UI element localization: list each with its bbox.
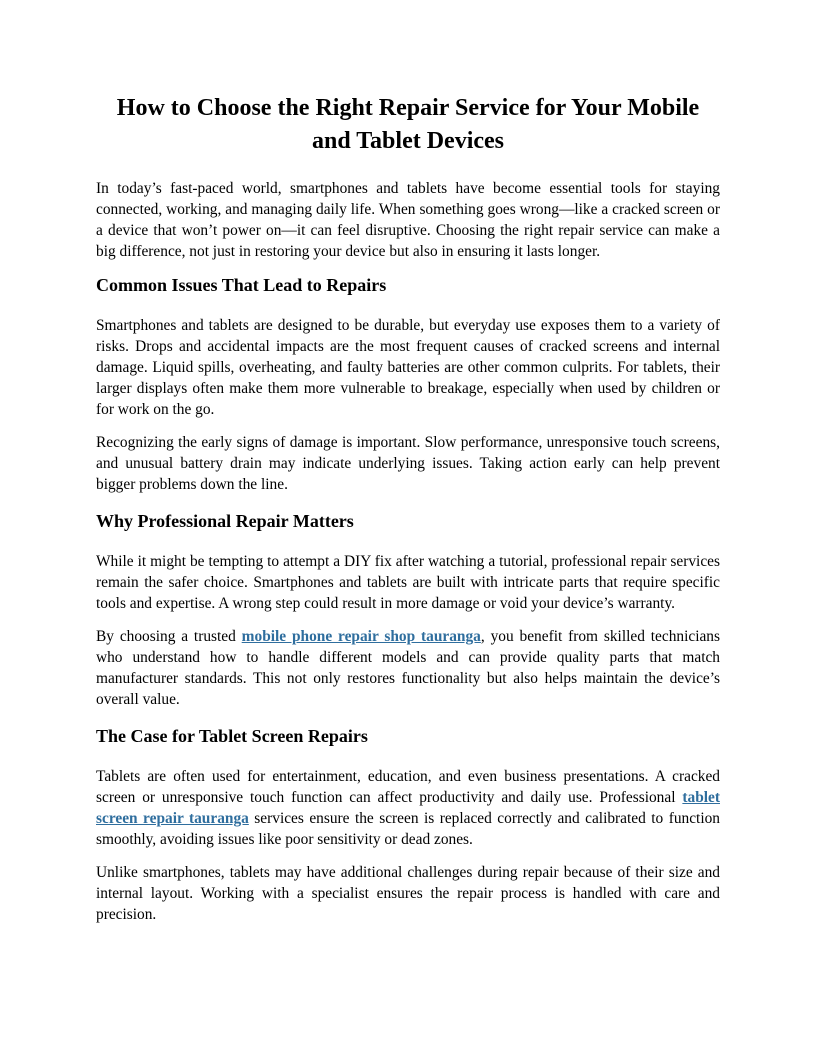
intro-paragraph: In today’s fast-paced world, smartphones and tablets have become essential tools for staying connected, working, and managing daily life. When something goes wrong—like a cracked screen or a device that won’t power on—it can feel disruptive. Choosing the right repair service can make a big difference, not just in restoring your device but also in ensuring it lasts longer. [96,180,720,260]
section-heading-tablet-screen: The Case for Tablet Screen Repairs [96,726,368,746]
tablet-screen-paragraph-2: Unlike smartphones, tablets may have additional challenges during repair because of their size and internal layout. Working with a specialist ensures the repair process is handled with care and precision. [96,864,720,923]
text-run: By choosing a trusted [96,628,242,645]
document-page [96,92,720,937]
mobile-phone-repair-link[interactable]: mobile phone repair shop tauranga [241,628,481,645]
text-run: Tablets are often used for entertainment, education, and even business presentations. A cracked screen or unresponsive touch function can affect productivity and daily use. Professional [96,768,720,806]
professional-repair-paragraph-2 [96,626,720,710]
common-issues-paragraph-1: Smartphones and tablets are designed to be durable, but everyday use exposes them to a variety of risks. Drops and accidental impacts are the most frequent causes of cracked screens and internal damage. Liquid spills, overheating, and faulty batteries are other common culprits. For tablets, their larger displays often make them more vulnerable to breakage, especially when used by children or for work on the go. [96,317,720,418]
professional-repair-paragraph-1: While it might be tempting to attempt a DIY fix after watching a tutorial, professional repair services remain the safer choice. Smartphones and tablets are built with intricate parts that require specific tools and expertise. A wrong step could result in more damage or void your device’s warranty. [96,553,720,612]
section-heading-professional-repair: Why Professional Repair Matters [96,511,354,531]
tablet-screen-repair-link[interactable]: tablet screen repair tauranga [96,789,720,827]
text-run: services ensure the screen is replaced correctly and calibrated to function smoothly, avoiding issues like poor sensitivity or dead zones. [96,810,720,848]
tablet-screen-paragraph-1 [96,766,720,850]
section-heading-common-issues: Common Issues That Lead to Repairs [96,275,387,295]
common-issues-paragraph-2: Recognizing the early signs of damage is important. Slow performance, unresponsive touch screens, and unusual battery drain may indicate underlying issues. Taking action early can help prevent bigger problems down the line. [96,434,720,493]
text-run: , you benefit from skilled technicians who understand how to handle different models and can provide quality parts that match manufacturer standards. This not only restores functionality but also helps maintain the device’s overall value. [96,628,720,708]
document-title: How to Choose the Right Repair Service for Your Mobile and Tablet Devices [116,95,700,154]
